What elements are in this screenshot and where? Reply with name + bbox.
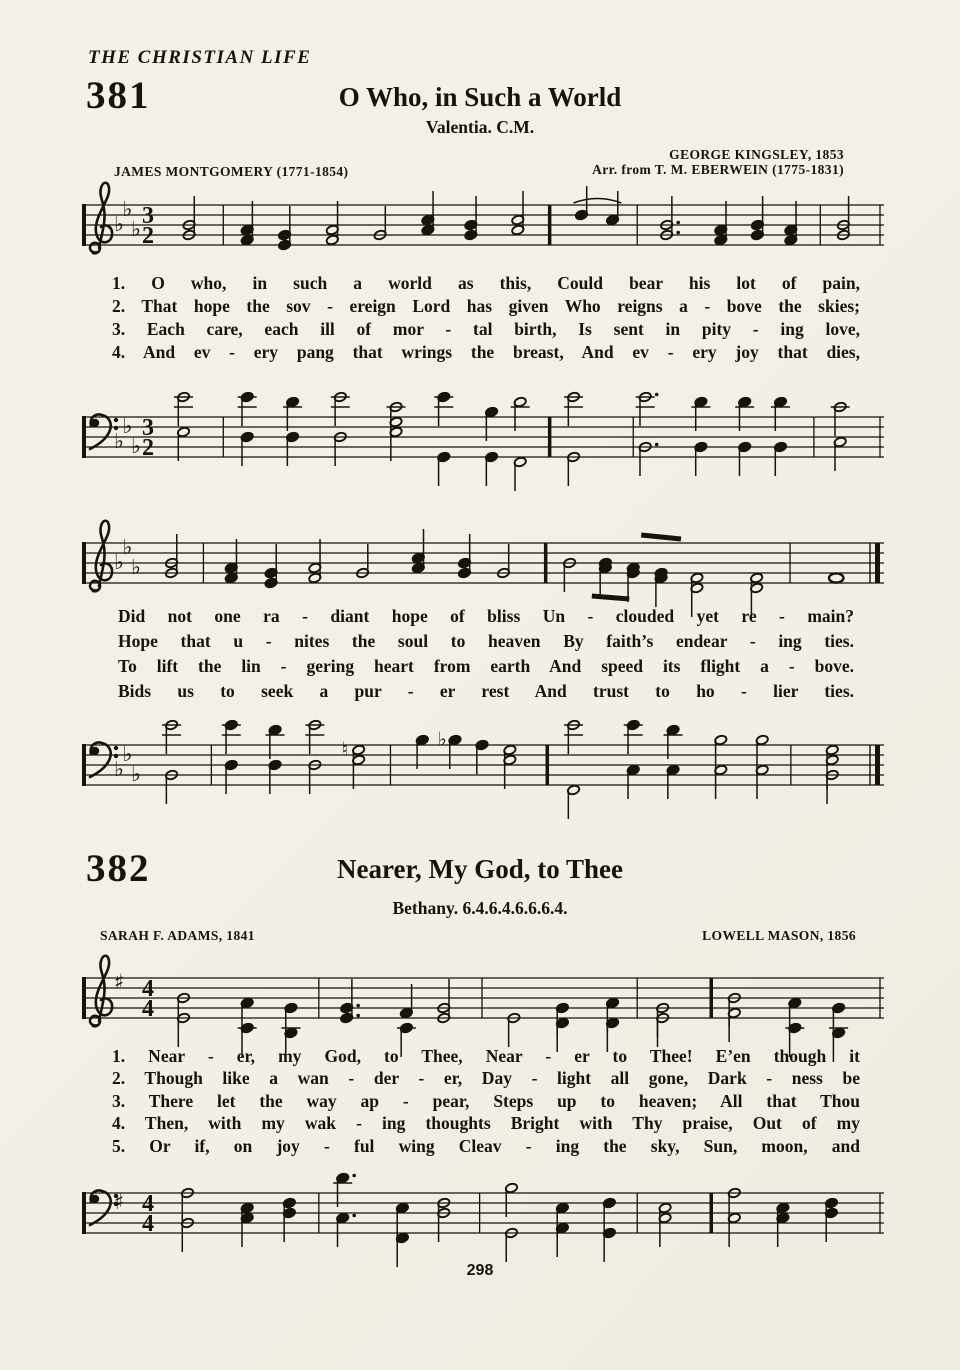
svg-text:♭: ♭ <box>131 555 141 579</box>
time-signature <box>142 203 154 249</box>
notes <box>174 391 850 491</box>
time-signature <box>142 415 154 461</box>
hymn-title-382: Nearer, My God, to Thee <box>337 854 623 884</box>
svg-text:♭: ♭ <box>131 217 141 241</box>
svg-text:4: 4 <box>142 996 154 1022</box>
svg-text:♭: ♭ <box>114 212 124 236</box>
hymn-number-381: 381 <box>86 74 151 117</box>
lyric-line: 4. And ev - ery pang that wrings the breast, And ev - ery joy that dies, <box>112 342 860 362</box>
staff-hymn382-bass <box>82 1172 884 1267</box>
treble-clef-icon <box>90 521 112 592</box>
composer-credit-382: LOWELL MASON, 1856 <box>702 928 856 943</box>
svg-text:♭: ♭ <box>114 429 124 453</box>
svg-text:♭: ♭ <box>122 742 133 766</box>
svg-text:♭: ♭ <box>437 728 447 751</box>
page-number: 298 <box>466 1262 494 1279</box>
svg-text:♭: ♭ <box>122 414 133 438</box>
lyric-line: 1. Near - er, my God, to Thee, Near - er to Thee! E’en though it <box>112 1046 860 1066</box>
svg-text:♭: ♭ <box>114 757 124 781</box>
svg-text:2: 2 <box>142 223 154 249</box>
svg-text:4: 4 <box>142 1191 154 1217</box>
lyric-line: 5. Or if, on joy - ful wing Cleav - ing the sky, Sun, moon, and <box>112 1135 860 1156</box>
lyric-line: 1. O who, in such a world as this, Could bear his lot of pain, <box>112 273 860 293</box>
svg-text:2: 2 <box>142 435 154 461</box>
notes <box>162 719 839 819</box>
lyric-line: To lift the lin - gering heart from earth And speed its flight a - bove. <box>118 656 854 676</box>
staff-hymn381-treble-line1 <box>82 183 884 254</box>
verse-block-381-part2 <box>118 604 854 704</box>
svg-text:♭: ♭ <box>122 197 133 221</box>
svg-text:♮: ♮ <box>341 738 349 761</box>
composer-credit-381-line2: Arr. from T. M. EBERWEIN (1775-1831) <box>592 162 844 177</box>
music-system-381-bass-1 <box>78 367 888 507</box>
staff-hymn381-bass-line1 <box>82 391 884 491</box>
lyric-line: 3. There let the way ap - pear, Steps up to heaven; All that Thou <box>112 1090 860 1111</box>
svg-text:♭: ♭ <box>114 550 124 574</box>
svg-text:♭: ♭ <box>131 434 141 458</box>
treble-clef-icon <box>90 183 112 254</box>
verse-block-382 <box>112 1045 860 1157</box>
svg-text:♯: ♯ <box>114 970 125 994</box>
key-signature <box>114 1190 124 1214</box>
music-system-381-bass-2 <box>78 695 888 835</box>
staff-hymn381-bass-line2 <box>82 719 884 819</box>
svg-text:4: 4 <box>142 1211 154 1237</box>
author-credit-381: JAMES MONTGOMERY (1771-1854) <box>114 164 349 179</box>
svg-text:♯: ♯ <box>114 1190 125 1214</box>
svg-text:4: 4 <box>142 976 154 1002</box>
svg-text:♭: ♭ <box>131 762 141 786</box>
lyric-line: 2. That hope the sov - ereign Lord has given Who reigns a - bove the skies; <box>112 296 860 316</box>
lyric-line: 2. Though like a wan - der - er, Day - light all gone, Dark - ness be <box>112 1068 860 1089</box>
lyric-line: Bids us to seek a pur - er rest And trust to ho - lier ties. <box>118 681 854 701</box>
notes <box>181 1172 838 1267</box>
key-signature <box>114 970 124 994</box>
time-signature <box>142 1191 154 1237</box>
lyric-line: 4. Then, with my wak - ing thoughts Bright with Thy praise, Out of my <box>112 1113 860 1134</box>
hymn-number-382: 382 <box>86 847 151 890</box>
verse-block-381-part1 <box>112 272 860 364</box>
notes <box>182 186 850 251</box>
section-header: THE CHRISTIAN LIFE <box>88 47 312 68</box>
treble-clef-icon <box>90 956 112 1027</box>
composer-credit-381-line1: GEORGE KINGSLEY, 1853 <box>669 147 844 162</box>
tune-name-382: Bethany. 6.4.6.4.6.6.6.4. <box>392 898 568 918</box>
svg-text:3: 3 <box>142 203 154 229</box>
tune-name-381: Valentia. C.M. <box>425 117 535 137</box>
staff-hymn381-treble-line2 <box>82 521 884 617</box>
lyric-line: 3. Each care, each ill of mor - tal birth, Is sent in pity - ing love, <box>112 319 860 339</box>
svg-text:3: 3 <box>142 415 154 441</box>
slur-mark <box>574 199 622 204</box>
time-signature <box>142 976 154 1022</box>
lyric-line: Did not one ra - diant hope of bliss Un - clouded yet re - main? <box>118 606 854 626</box>
author-credit-382: SARAH F. ADAMS, 1841 <box>100 928 255 943</box>
hymn-title-381: O Who, in Such a World <box>338 82 622 112</box>
lyric-line: Hope that u - nites the soul to heaven By faith’s endear - ing ties. <box>118 631 854 651</box>
svg-text:♭: ♭ <box>122 535 133 559</box>
